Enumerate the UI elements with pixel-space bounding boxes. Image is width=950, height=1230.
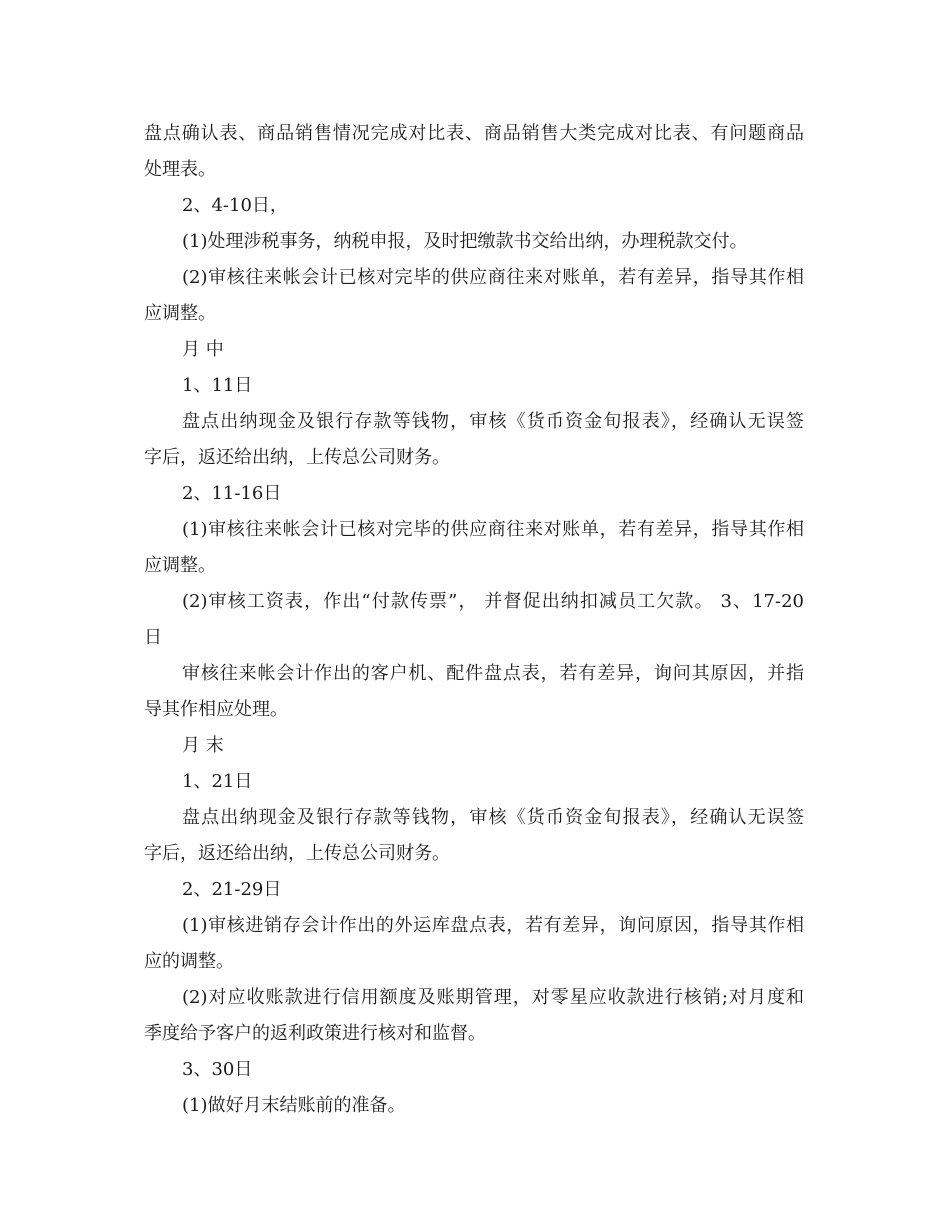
text-line: 盘点出纳现金及银行存款等钱物，审核《货币资金旬报表》，经确认无误签 [182,411,804,432]
section-heading: 1、11日 [182,375,253,396]
text-line: (1)审核进销存会计作出的外运库盘点表，若有差异，询问原因，指导其作相 [182,915,804,936]
text-line: 应调整。 [144,303,216,324]
text-line: 盘点确认表、商品销售情况完成对比表、商品销售大类完成对比表、有问题商品 [144,123,804,144]
section-heading: 2、11-16日 [182,483,282,504]
period-heading: 月 中 [182,339,224,360]
text-line: (1)处理涉税事务，纳税申报，及时把缴款书交给出纳，办理税款交付。 [182,231,748,252]
text-line: 导其作相应处理。 [144,699,288,720]
text-line: 审核往来帐会计作出的客户机、配件盘点表，若有差异，询问其原因，并指 [182,663,804,684]
text-line: 应的调整。 [144,951,234,972]
text-line: 字后，返还给出纳，上传总公司财务。 [144,843,450,864]
text-line: (1)审核往来帐会计已核对完毕的供应商往来对账单，若有差异，指导其作相 [182,519,804,540]
section-heading: 2、4-10日， [182,195,288,216]
text-line: 季度给予客户的返利政策进行核对和监督。 [144,1023,486,1044]
text-line: (2)审核往来帐会计已核对完毕的供应商往来对账单，若有差异，指导其作相 [182,267,804,288]
section-heading: 1、21日 [182,771,253,792]
text-line: (2)对应收账款进行信用额度及账期管理，对零星应收款进行核销;对月度和 [182,987,804,1008]
text-line: 字后，返还给出纳，上传总公司财务。 [144,447,450,468]
text-line: 日 [144,627,162,648]
text-line: (1)做好月末结账前的准备。 [182,1095,406,1116]
section-heading: 3、30日 [182,1059,253,1080]
text-line: (2)审核工资表，作出“付款传票”， 并督促出纳扣减员工欠款。 3、17-20 [182,591,804,612]
text-line: 盘点出纳现金及银行存款等钱物，审核《货币资金旬报表》，经确认无误签 [182,807,804,828]
text-line: 处理表。 [144,159,216,180]
section-heading: 2、21-29日 [182,879,282,900]
period-heading: 月 末 [182,735,224,756]
document-body [144,116,804,1124]
text-line: 应调整。 [144,555,216,576]
